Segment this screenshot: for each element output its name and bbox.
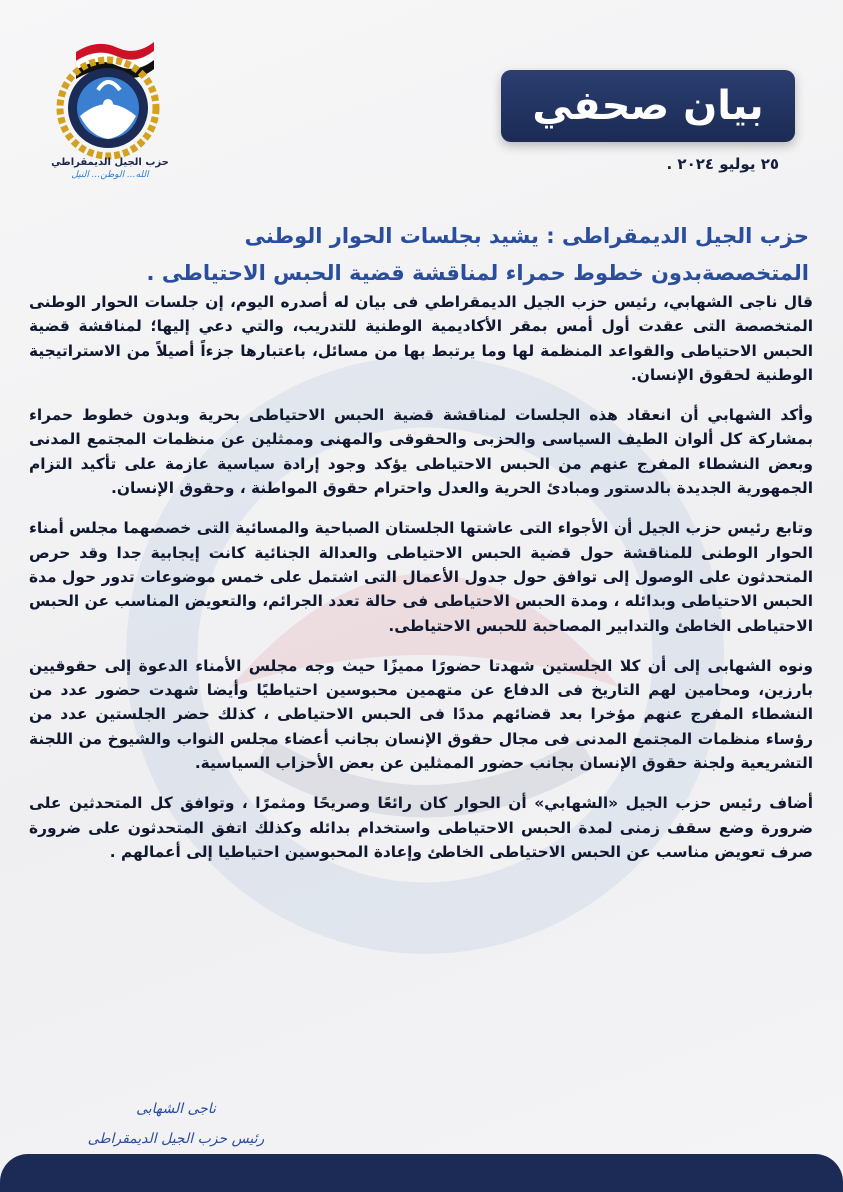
logo-caption	[40, 156, 180, 181]
release-date: ٢٥ يوليو ٢٠٢٤ .	[666, 155, 779, 173]
signature-block	[56, 1098, 296, 1150]
press-release-banner	[501, 70, 795, 142]
paragraph-5: أضاف رئيس حزب الجيل «الشهابي» أن الحوار كان رائعًا وصريحًا ومثمرًا ، وتوافق كل المتحدثين على ضرورة وضع سقف زمنى لمدة الحبس الاحتياطى واستخدام بدائله وكذلك اتفق المتحدثون على ضرورة صرف تعويض مناسب عن الحبس الاحتياطى الخاطئ وإعادة المحبوسين احتياطيا إلى أعمالهم .	[29, 794, 813, 861]
paragraph-4: ونوه الشهابى إلى أن كلا الجلستين شهدتا حضورًا مميزًا حيث وجه مجلس الأمناء الدعوة إلى حقوقيين بارزين، ومحامين لهم التاريخ فى الدفاع عن متهمين محبوسين احتياطيًا وأيضا شهدت حضور عدد من النشطاء المفرج عنهم مؤخرا بعد قضائهم مددًا فى الحبس الاحتياطى ، كذلك حضر الجلستين عدد من رؤساء منظمات المجتمع المدنى فى مجال حقوق الإنسان بجانب أعضاء مجلس النواب والشيوخ من اللجنة التشريعية ولجنة حقوق الإنسان بجانب حضور الممثلين عن بعض الأحزاب السياسية.	[29, 656, 813, 773]
signatory-title: رئيس حزب الجيل الديمقراطى	[87, 1131, 265, 1147]
paragraph-3: وتابع رئيس حزب الجيل أن الأجواء التى عاشتها الجلستان الصباحية والمسائية التى خصصهما مجلس أمناء الحوار الوطنى للمناقشة حول قضية الحبس الاحتياطى والعدالة الجنائية كانت إيجابية جدا وقد حرص المتحدثون على الوصول إلى توافق حول جدول الأعمال التى اشتمل على خمس موضوعات تدور حول مدة الحبس الاحتياطى وبدائله ، ومدة الحبس الاحتياطى فى حالة تعدد الجرائم، والتعويض المناسب عن الحبس الاحتياطى الخاطئ والتدابير المصاحبة للحبس الاحتياطى.	[29, 519, 813, 635]
headline	[39, 218, 809, 292]
paragraph-1: قال ناجى الشهابي، رئيس حزب الجيل الديمقراطي فى بيان له أصدره اليوم، إن جلسات الحوار الوطنى المتخصصة التى عقدت أول أمس بمقر الأكاديمية الوطنية للتدريب، والتي دعي إليها؛ لمناقشة قضية الحبس الاحتياطى والقواعد المنظمة لها وما يرتبط بها من مسائل، باعتبارها جزءاً أصيلاً من الاستراتيجية الوطنية لحقوق الإنسان.	[29, 293, 813, 384]
footer-bar	[0, 1154, 843, 1192]
headline-line-2: المتخصصةبدون خطوط حمراء لمناقشة قضية الحبس الاحتياطى .	[146, 261, 809, 285]
headline-line-1: حزب الجيل الديمقراطى : يشيد بجلسات الحوار الوطنى	[244, 224, 809, 248]
banner-title: بيان صحفي	[532, 83, 764, 129]
paragraph-2: وأكد الشهابي أن انعقاد هذه الجلسات لمناقشة قضية الحبس الاحتياطى بحرية وبدون خطوط حمراء بمشاركة كل ألوان الطيف السياسى والحزبى والحقوقى والمهنى وممثلين عن منظمات المجتمع المدنى وبعض النشطاء المفرج عنهم من الحبس الاحتياطى يؤكد وجود إرادة سياسية عازمة على تأكيد التزام الجمهورية الجديدة بالدستور ومبادئ الحرية والعدل واحترام حقوق المواطنة ، وحقوق الإنسان.	[29, 406, 813, 498]
statement-body	[29, 290, 813, 880]
logo-party-name: حزب الجيل الديمقراطي	[51, 157, 169, 168]
party-emblem-icon	[36, 30, 186, 160]
signatory-name: ناجى الشهابى	[136, 1101, 216, 1117]
logo-motto: الله... الوطن... النيل	[71, 170, 149, 180]
